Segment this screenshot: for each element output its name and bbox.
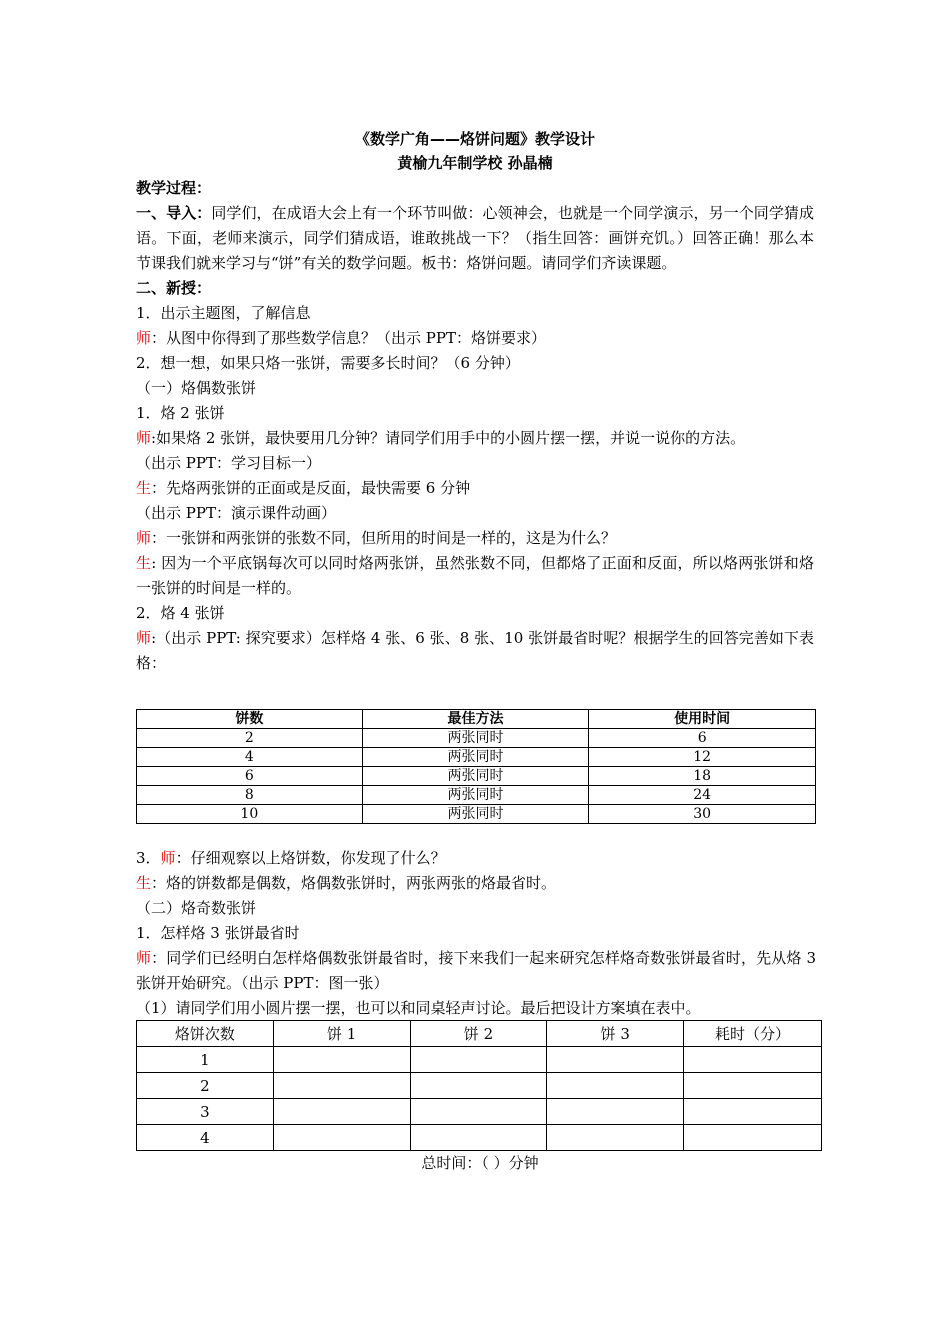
blank-cell[interactable]	[273, 1125, 410, 1151]
teacher-tag: 师	[136, 949, 152, 967]
line: 1．烙 2 张饼	[136, 404, 225, 422]
intro-label: 一、导入：	[136, 204, 212, 222]
line: 1．怎样烙 3 张饼最省时	[136, 924, 300, 942]
table-cell: 两张同时	[362, 729, 589, 748]
table-row	[137, 767, 816, 786]
line-number: 3．	[136, 849, 161, 867]
line-text: ：先烙两张饼的正面或是反面，最快需要 6 分钟	[151, 479, 471, 497]
table-cell: 两张同时	[362, 786, 589, 805]
teacher-tag: 师	[136, 629, 152, 647]
column-header: 使用时间	[589, 710, 816, 729]
new-label: 二、新授：	[136, 279, 212, 297]
blank-cell[interactable]	[684, 1047, 822, 1073]
line: （一）烙偶数张饼	[136, 379, 257, 397]
teacher-tag: 师	[136, 529, 152, 547]
document-title: 《数学广角——烙饼问题》教学设计	[354, 130, 595, 148]
table-cell: 4	[137, 1125, 274, 1151]
table-cell: 30	[589, 805, 816, 824]
line-text: ：仔细观察以上烙饼数，你发现了什么？	[175, 849, 446, 867]
line: 2．想一想，如果只烙一张饼，需要多长时间？（6 分钟）	[136, 354, 520, 372]
line	[136, 871, 816, 896]
line	[136, 946, 816, 996]
table-row	[137, 1099, 822, 1125]
table-cell: 2	[137, 1073, 274, 1099]
table-cell: 3	[137, 1099, 274, 1125]
table-cell: 18	[589, 767, 816, 786]
blank-cell[interactable]	[410, 1073, 547, 1099]
teacher-tag: 师	[136, 329, 152, 347]
table-cell: 6	[589, 729, 816, 748]
table-row	[137, 729, 816, 748]
teacher-tag: 师	[160, 849, 176, 867]
column-header: 最佳方法	[362, 710, 589, 729]
column-header: 饼 3	[547, 1021, 684, 1047]
line-text: : 因为一个平底锅每次可以同时烙两张饼，虽然张数不同，但都烙了正面和反面，所以烙两张饼和烙一张饼的时间是一样的。	[136, 554, 814, 597]
blank-cell[interactable]	[684, 1125, 822, 1151]
line-text: ：烙的饼数都是偶数，烙偶数张饼时，两张两张的烙最省时。	[151, 874, 557, 892]
line	[136, 846, 816, 871]
blank-cell[interactable]	[547, 1125, 684, 1151]
lesson-body	[136, 176, 814, 676]
line: 1．出示主题图，了解信息	[136, 304, 311, 322]
column-header: 饼 1	[273, 1021, 410, 1047]
table-header-row	[137, 710, 816, 729]
student-tag: 生	[136, 479, 152, 497]
line	[136, 626, 814, 676]
blank-cell[interactable]	[547, 1099, 684, 1125]
column-header: 烙饼次数	[137, 1021, 274, 1047]
intro-text: 同学们，在成语大会上有一个环节叫做：心领神会，也就是一个同学演示，另一个同学猜成语。下面，老师来演示，同学们猜成语，谁敢挑战一下？（指生回答：画饼充饥。）回答正确！那么本节课我们就来学习与“饼”有关的数学问题。板书：烙饼问题。请同学们齐读课题。	[136, 204, 814, 272]
table-row	[137, 805, 816, 824]
student-tag: 生	[136, 874, 152, 892]
intro-paragraph	[136, 201, 814, 276]
table-cell: 1	[137, 1047, 274, 1073]
table-cell: 两张同时	[362, 748, 589, 767]
blank-cell[interactable]	[410, 1125, 547, 1151]
even-pancake-table	[136, 709, 816, 824]
lesson-body-continued	[136, 846, 816, 1021]
blank-cell[interactable]	[410, 1099, 547, 1125]
teacher-tag: 师	[136, 429, 152, 447]
line	[136, 476, 814, 501]
line: 2．烙 4 张饼	[136, 604, 225, 622]
line-text: ：一张饼和两张饼的张数不同，但所用的时间是一样的，这是为什么？	[151, 529, 617, 547]
student-tag: 生	[136, 554, 152, 572]
table-cell: 两张同时	[362, 805, 589, 824]
line: （出示 PPT：演示课件动画）	[136, 504, 336, 522]
line-text: ：从图中你得到了那些数学信息？（出示 PPT：烙饼要求）	[151, 329, 546, 347]
line: （二）烙奇数张饼	[136, 899, 257, 917]
table-row	[137, 748, 816, 767]
line	[136, 326, 814, 351]
table-row	[137, 1047, 822, 1073]
line	[136, 526, 814, 551]
table-row	[137, 1073, 822, 1099]
table-cell: 4	[137, 748, 363, 767]
table-cell: 2	[137, 729, 363, 748]
line: （1）请同学们用小圆片摆一摆，也可以和同桌轻声讨论。最后把设计方案填在表中。	[136, 999, 701, 1017]
column-header: 耗时（分）	[684, 1021, 822, 1047]
column-header: 饼数	[137, 710, 363, 729]
blank-cell[interactable]	[273, 1047, 410, 1073]
blank-cell[interactable]	[684, 1073, 822, 1099]
author-line: 黄榆九年制学校 孙晶楠	[397, 154, 553, 172]
table-cell: 两张同时	[362, 767, 589, 786]
table-cell: 12	[589, 748, 816, 767]
blank-cell[interactable]	[273, 1099, 410, 1125]
line	[136, 426, 814, 451]
total-time-line: 总时间：（ ）分钟	[421, 1154, 539, 1172]
line-text: :（出示 PPT: 探究要求）怎样烙 4 张、6 张、8 张、10 张饼最省时呢？根据学生的回答完善如下表格：	[136, 629, 814, 672]
blank-cell[interactable]	[547, 1073, 684, 1099]
odd-pancake-plan-table	[136, 1020, 822, 1151]
line	[136, 551, 814, 601]
table-cell: 8	[137, 786, 363, 805]
line: （出示 PPT：学习目标一）	[136, 454, 321, 472]
blank-cell[interactable]	[684, 1099, 822, 1125]
table-header-row	[137, 1021, 822, 1047]
blank-cell[interactable]	[410, 1047, 547, 1073]
process-heading: 教学过程：	[136, 179, 212, 197]
table-cell: 6	[137, 767, 363, 786]
column-header: 饼 2	[410, 1021, 547, 1047]
table-cell: 24	[589, 786, 816, 805]
line-text: :如果烙 2 张饼，最快要用几分钟？请同学们用手中的小圆片摆一摆，并说一说你的方法。	[151, 429, 746, 447]
blank-cell[interactable]	[547, 1047, 684, 1073]
table-row	[137, 1125, 822, 1151]
blank-cell[interactable]	[273, 1073, 410, 1099]
line-text: ：同学们已经明白怎样烙偶数张饼最省时，接下来我们一起来研究怎样烙奇数张饼最省时，先从烙 3 张饼开始研究。（出示 PPT：图一张）	[136, 949, 816, 992]
table-row	[137, 786, 816, 805]
table-cell: 10	[137, 805, 363, 824]
